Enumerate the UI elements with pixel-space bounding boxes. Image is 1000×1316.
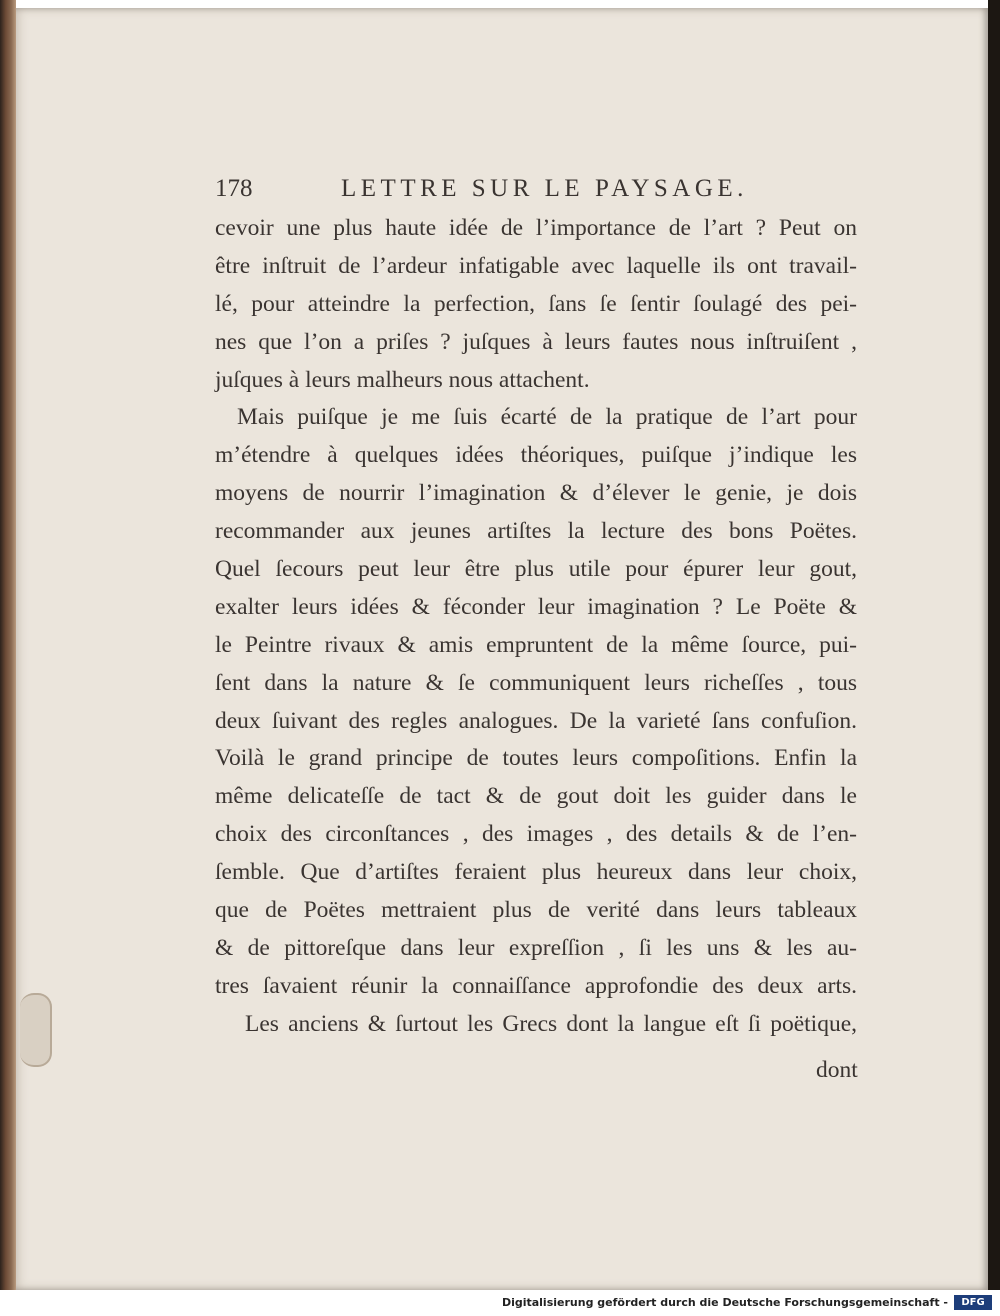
text-line: deux ſuivant des regles analogues. De la varieté ſans confuſion. (215, 707, 857, 734)
text-line: ſemble. Que d’artiſtes feraient plus heureux dans leur choix, (215, 859, 857, 886)
text-line: choix des circonſtances , des images , des details & de l’en- (215, 821, 857, 848)
page-number: 178 (215, 175, 253, 202)
funding-notice: Digitalisierung gefördert durch die Deutsche Forschungsgemeinschaft - (501, 1296, 948, 1309)
text-line: le Peintre rivaux & amis empruntent de la même ſource, pui- (215, 631, 857, 658)
text-line: juſques à leurs malheurs nous attachent. (215, 366, 590, 393)
text-line: & de pittoreſque dans leur expreſſion , ſi les uns & les au- (215, 934, 857, 961)
text-line: m’étendre à quelques idées théoriques, puiſque j’indique les (215, 442, 857, 469)
text-line: Mais puiſque je me ſuis écarté de la pratique de l’art pour (237, 404, 857, 431)
text-line: recommander aux jeunes artiſtes la lecture des bons Poëtes. (215, 518, 857, 545)
dark-border (988, 0, 1000, 1290)
text-line: ſent dans la nature & ſe communiquent leurs richeſſes , tous (215, 669, 857, 696)
text-line: tres ſavaient réunir la connaiſſance approfondie des deux arts. (215, 972, 857, 999)
running-title: LETTRE SUR LE PAYSAGE. (341, 175, 748, 202)
page-header (215, 175, 855, 211)
text-line: Voilà le grand principe de toutes leurs compoſitions. Enfin la (215, 745, 857, 772)
body-text (215, 210, 857, 1044)
dfg-logo: DFG (954, 1295, 992, 1310)
footer-bar (0, 1290, 1000, 1316)
text-line: moyens de nourrir l’imagination & d’élever le genie, je dois (215, 480, 857, 507)
text-line: être inſtruit de l’ardeur infatigable avec laquelle ils ont travail- (215, 252, 857, 279)
page-clip-mark (20, 993, 52, 1067)
text-line: lé, pour atteindre la perfection, ſans ſe ſentir ſoulagé des pei- (215, 290, 857, 317)
text-line: même delicateſſe de tact & de gout doit les guider dans le (215, 783, 857, 810)
text-line: exalter leurs idées & féconder leur imagination ? Le Poëte & (215, 593, 857, 620)
text-line: que de Poëtes mettraient plus de verité dans leurs tableaux (215, 897, 857, 924)
text-line: Les anciens & ſurtout les Grecs dont la langue eſt ſi poëtique, (245, 1010, 857, 1037)
text-line: nes que l’on a priſes ? juſques à leurs fautes nous inſtruiſent , (215, 328, 857, 355)
book-spine-edge (0, 0, 16, 1290)
text-line: cevoir une plus haute idée de l’importance de l’art ? Peut on (215, 215, 857, 241)
catchword: dont (816, 1057, 858, 1083)
text-line: Quel ſecours peut leur être plus utile pour épurer leur gout, (215, 556, 857, 583)
